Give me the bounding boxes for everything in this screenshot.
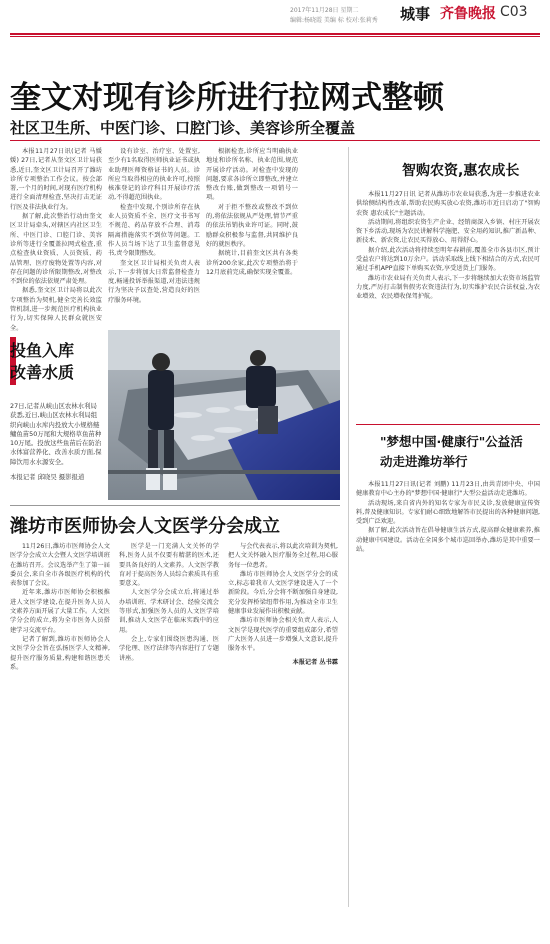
feature-kicker <box>10 340 74 384</box>
bottom-headline: 潍坊市医师协会人文医学分会成立 <box>10 516 280 537</box>
page-header <box>0 0 550 34</box>
main-article-col3 <box>206 147 298 325</box>
right-column-divider <box>348 147 349 907</box>
news-photo <box>108 330 340 500</box>
bottom-rule <box>10 505 340 506</box>
date-line: 2017年11月28日 星期二 <box>290 7 359 14</box>
paragraph: 据了解,此次整治行动由奎文区卫计局牵头,对辖区内社区卫生所、中医门诊、口腔门诊、美容诊所等进行全覆盖拉网式检查,重点检查执业资质、人员资质、药品管理、医疗废物处置等内容,对存在问题的诊所限期整改,对整改不到位的依法依规严肃处理。 <box>10 213 102 286</box>
right-article-2-body <box>356 480 540 920</box>
paragraph: 检查中发现,个别诊所存在执业人员资质不全、医疗文书书写不规范、药品存放不合理、消毒隔离措施落实不到位等问题。工作人员当场下达了卫生监督意见书,责令限期整改。 <box>108 203 200 258</box>
main-article-col1 <box>10 147 102 332</box>
headline-text: "梦想中国·健康行"公益活动走进潍坊举行 <box>380 434 523 469</box>
bottom-article-col3 <box>228 542 338 922</box>
header-rule-thin <box>10 36 540 37</box>
right-article-body <box>356 190 540 422</box>
right-headline: 智购农资,惠农成长 <box>402 163 520 179</box>
right-article-rule <box>356 424 540 425</box>
editor-line: 编辑:杨晓霞 美编 标 校对:张莉秀 <box>290 17 378 24</box>
paragraph: 与会代表表示,将以此次培训为契机,把人文关怀融入医疗服务全过程,用心服务每一位患者。 <box>228 543 338 569</box>
paragraph: 11月26日,潍坊市医师协会人文医学分会成立大会暨人文医学培训班在潍坊召开。会议选举产生了第一届委员会,来自全市各级医疗机构的代表参加了会议。 <box>10 543 110 588</box>
paragraph: 会上,专家们围绕医患沟通、医学伦理、医疗法律等内容进行了专题讲座。 <box>119 635 219 662</box>
paragraph: 奎文区卫计局相关负责人表示,下一步将加大日常监督检查力度,畅通投诉举报渠道,对违法违规行为坚决予以查处,营造良好的医疗服务环境。 <box>108 259 200 304</box>
paragraph: 本报11月27日讯(记者 马媛媛) 27日,记者从奎文区卫计局获悉,近日,奎文区卫计局召开了潍坊诊所专项整治工作会议。按会部署,一个月的时间,对现有医疗机构进行全面清理检查,坚决打击无证行医及非法执业行为。 <box>10 148 102 211</box>
page-number: C03 <box>500 4 528 20</box>
photo-credit: 本报记者 邱晓昊 摄影报道 <box>10 473 85 482</box>
section-name: 城事 <box>400 5 431 23</box>
paragraph: 据悉,奎文区卫计局将以此次专项整治为契机,健全完善长效监管机制,进一步规范医疗机构执业行为,切实保障人民群众就医安全。 <box>10 287 102 332</box>
main-subheadline: 社区卫生所、中医门诊、口腔门诊、美容诊所全覆盖 <box>10 119 356 137</box>
headline-rule <box>10 140 540 141</box>
paragraph: 潍坊市医师协会相关负责人表示,人文医学是现代医学的重要组成部分,希望广大医务人员进一步增强人文意识,提升服务水平。 <box>228 617 338 653</box>
paragraph: 据统计,目前奎文区共有各类诊所200余家,此次专项整治将于12月底前完成,确保实现全覆盖。 <box>206 250 298 276</box>
paragraph: 设有诊室、治疗室、处置室,至少有1名取得医师执业证书或执业助理医师资格证书的人员。诊所应当取得相应的执业许可,按照核准登记的诊疗科目开展诊疗活动,不得超范围执业。 <box>108 148 200 202</box>
photo-caption <box>10 402 102 482</box>
paragraph: 潍坊市农业局有关负责人表示,下一步将继续加大农资市场监管力度,严厉打击制售假劣农资违法行为,切实维护农民合法权益,为农业增效、农民增收保驾护航。 <box>356 274 540 301</box>
paragraph: 医学是一门充满人文关怀的学科,医务人员不仅要有精湛的医术,还要具备良好的人文素养。人文医学教育对于提高医务人员综合素质具有重要意义。 <box>119 543 219 588</box>
paragraph: 根据检查,诊所应当明确执业地址和诊所名称、执业范围,规范开展诊疗活动。对检查中发现的问题,要求各诊所立即整改,并建立整改台账,做到整改一项销号一项。 <box>206 148 298 202</box>
paragraph: 本报11月27日讯(记者 刘鹏) 11月23日,由共青团中央、中国健康教育中心主办的"梦想中国·健康行"大型公益活动走进潍坊。 <box>356 481 540 498</box>
paragraph: 人文医学分会成立后,将通过举办培训班、学术研讨会、经验交流会等形式,加强医务人员的人文医学培训,推动人文医学在临床实践中的应用。 <box>119 589 219 634</box>
paragraph: 潍坊市医师协会人文医学分会的成立,标志着我市人文医学建设进入了一个新阶段。今后,分会将不断加强自身建设,充分发挥桥梁纽带作用,为推动全市卫生健康事业发展作出积极贡献。 <box>228 570 338 616</box>
main-headline: 奎文对现有诊所进行拉网式整顿 <box>10 80 444 116</box>
bottom-article-col1 <box>10 542 110 922</box>
caption-text: 27日,记者从峡山区农林水利局获悉,近日,峡山区农林水利局组织向峡山水库内投放大小规格鲢鳙鱼苗50万尾和大规格草鱼苗种10万尾。投放这些鱼苗后在防治水体富营养化、改善水质方面,保障饮用水水源安全。 <box>10 402 102 466</box>
fish-release-photo <box>108 330 340 500</box>
paragraph: 近年来,潍坊市医师协会积极推进人文医学建设,在提升医务人员人文素养方面开展了大量工作。人文医学分会的成立,将为全市医务人员搭建学习交流平台。 <box>10 589 110 634</box>
brand-logo: 齐鲁晚报 <box>440 6 496 22</box>
paragraph: 记者了解到,潍坊市医师协会人文医学分会旨在弘扬医学人文精神,提升医疗服务质量,构建和谐医患关系。 <box>10 635 110 671</box>
paragraph: 活动现场,来自省内外的知名专家为市民义诊,发放健康宣传资料,普及健康知识。专家们耐心细致地解答市民提出的各种健康问题,受到广泛欢迎。 <box>356 499 540 526</box>
main-article-col2 <box>108 147 200 325</box>
paragraph: 对于拒不整改或整改不到位的,将依法依规从严处理,情节严重的依法吊销执业许可证。同时,鼓励群众积极参与监督,共同维护良好的就医秩序。 <box>206 203 298 248</box>
bottom-article-col2 <box>119 542 219 922</box>
paragraph: 本报11月27日讯 记者从潍坊市农业局获悉,为进一步推进农业供给侧结构性改革,帮助农民购买放心农资,潍坊市近日启动了"智购农资 惠农成长"主题活动。 <box>356 191 540 217</box>
kicker-line: 改善水质 <box>10 363 75 382</box>
article-credit: 本报记者 丛书霖 <box>292 658 338 666</box>
paragraph: 据了解,此次活动旨在倡导健康生活方式,提高群众健康素养,推动健康中国建设。活动在全国多个城市巡回举办,潍坊是其中重要一站。 <box>356 527 540 554</box>
header-rule <box>10 33 540 35</box>
paragraph: 活动期间,将组织农资生产企业、经销商深入乡镇、村庄开展农资下乡活动,现场为农民讲解科学施肥、安全用药知识,推广新品种、新技术、新农资,让农民买得放心、用得舒心。 <box>356 218 540 245</box>
paragraph: 据介绍,此次活动将持续至明年春耕前,覆盖全市各县市区,预计受益农户将达到10万余户。活动采取线上线下相结合的方式,农民可通过手机APP直接下单购买农资,享受送货上门服务。 <box>356 246 540 273</box>
kicker-line: 投鱼入库 <box>10 341 75 360</box>
right-headline-2 <box>380 432 530 472</box>
